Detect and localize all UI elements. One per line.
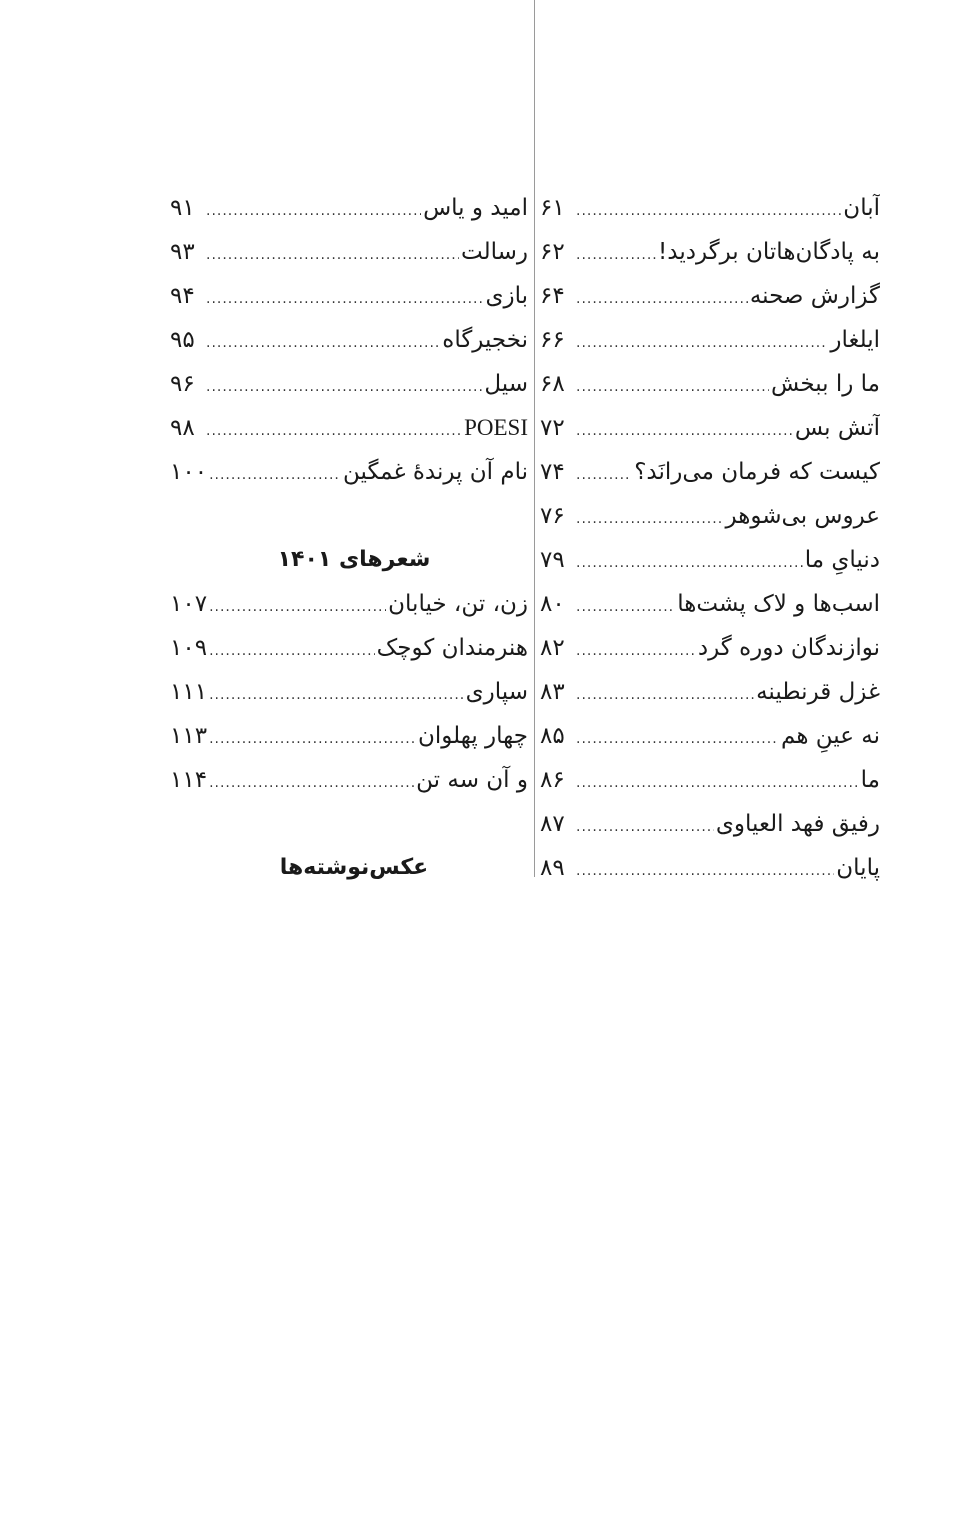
entry-page: ۹۴ [170, 283, 195, 309]
leader-dots [206, 277, 483, 318]
toc-entry[interactable] [170, 582, 528, 626]
entry-page: ۹۶ [170, 371, 195, 397]
entry-page: ۷۲ [540, 415, 565, 441]
entry-page: ۸۵ [540, 723, 565, 749]
leader-dots [576, 497, 724, 538]
section-heading: شعرهای ۱۴۰۱ [277, 547, 431, 572]
entry-page: ۸۲ [540, 635, 565, 661]
column-divider [534, 0, 535, 877]
toc-entry[interactable] [540, 626, 880, 670]
entry-title: امید و یاس [423, 195, 528, 221]
toc-entry[interactable] [540, 802, 880, 846]
leader-dots [576, 761, 859, 802]
toc-entry[interactable] [540, 758, 880, 802]
leader-dots [576, 277, 748, 318]
entry-page: ۸۶ [540, 767, 565, 793]
entry-title: پایان [836, 855, 880, 881]
toc-entry[interactable] [540, 230, 880, 274]
toc-right-column [540, 186, 880, 890]
leader-dots [209, 453, 341, 494]
toc-entry[interactable] [540, 670, 880, 714]
entry-page: ۹۵ [170, 327, 195, 353]
leader-dots [206, 233, 459, 274]
entry-title: آتش بس [794, 415, 880, 441]
toc-entry[interactable] [170, 186, 528, 230]
entry-title: و آن سه تن [416, 767, 528, 793]
leader-dots [206, 189, 421, 230]
entry-title: نه عینِ هم [781, 723, 880, 749]
entry-title: دنیایِ ما [804, 547, 880, 573]
leader-dots [206, 365, 482, 406]
entry-page: ۱۱۳ [170, 723, 208, 749]
entry-title: آبان [843, 195, 880, 221]
leader-dots [576, 409, 793, 450]
entry-page: ۹۱ [170, 195, 195, 221]
leader-dots [209, 717, 416, 758]
leader-dots [576, 585, 675, 626]
entry-title: زن، تن، خیابان [388, 591, 528, 617]
entry-page: ۶۸ [540, 371, 565, 397]
leader-dots [576, 673, 754, 714]
toc-entry[interactable] [170, 274, 528, 318]
leader-dots [209, 673, 464, 714]
toc-entry[interactable] [540, 450, 880, 494]
leader-dots [576, 541, 803, 582]
spacer [170, 494, 528, 538]
section-heading: عکس‌نوشته‌ها [279, 855, 429, 880]
entry-page: ۸۳ [540, 679, 565, 705]
entry-title: اسب‌ها و لاک پشت‌ها [677, 591, 880, 617]
leader-dots [576, 233, 656, 274]
toc-entry[interactable] [540, 494, 880, 538]
entry-title: هنرمندان کوچک [376, 635, 528, 661]
spacer [170, 802, 528, 846]
entry-page: ۷۹ [540, 547, 565, 573]
entry-page: ۸۷ [540, 811, 565, 837]
entry-page: ۶۶ [540, 327, 565, 353]
entry-page: ۱۰۹ [170, 635, 208, 661]
toc-entry[interactable] [170, 406, 528, 450]
entry-title: نام آن پرندهٔ غمگین [343, 459, 528, 485]
entry-title: گزارش صحنه [749, 283, 880, 309]
toc-entry[interactable] [540, 846, 880, 890]
entry-page: ۷۴ [540, 459, 565, 485]
toc-entry[interactable] [540, 186, 880, 230]
toc-entry[interactable] [170, 450, 528, 494]
toc-left-column [170, 186, 528, 890]
leader-dots [576, 805, 714, 846]
entry-title: چهار پهلوان [417, 723, 528, 749]
toc-entry[interactable] [540, 714, 880, 758]
entry-page: ۸۰ [540, 591, 565, 617]
leader-dots [209, 629, 375, 670]
leader-dots [576, 453, 632, 494]
toc-entry[interactable] [540, 362, 880, 406]
toc-entry[interactable] [540, 274, 880, 318]
leader-dots [576, 629, 696, 670]
entry-title: بازی [485, 283, 528, 309]
leader-dots [209, 585, 386, 626]
entry-title: نوازندگان دوره گرد [697, 635, 880, 661]
entry-page: ۱۰۰ [170, 459, 208, 485]
entry-page: ۶۴ [540, 283, 565, 309]
entry-title: POESI [464, 415, 528, 440]
entry-page: ۹۸ [170, 415, 195, 441]
toc-entry[interactable] [170, 670, 528, 714]
toc-entry[interactable] [170, 362, 528, 406]
entry-title: کیست که فرمان می‌رانَد؟ [634, 459, 880, 485]
leader-dots [206, 409, 462, 450]
entry-page: ۱۱۴ [170, 767, 208, 793]
leader-dots [209, 761, 414, 802]
entry-title: به پادگان‌هاتان برگردید! [658, 239, 880, 265]
entry-page: ۸۹ [540, 855, 565, 881]
toc-entry[interactable] [540, 582, 880, 626]
entry-title: ایلغار [830, 327, 880, 353]
entry-title: رسالت [461, 239, 528, 265]
toc-entry[interactable] [540, 406, 880, 450]
entry-title: ما را ببخش [771, 371, 880, 397]
entry-title: نخجیرگاه [442, 327, 528, 353]
entry-page: ۶۱ [540, 195, 565, 221]
leader-dots [576, 321, 828, 362]
entry-page: ۶۲ [540, 239, 565, 265]
toc-entry[interactable] [170, 758, 528, 802]
entry-title: عروس بی‌شوهر [725, 503, 880, 529]
entry-title: غزل قرنطینه [756, 679, 880, 705]
toc-entry[interactable] [540, 538, 880, 582]
leader-dots [576, 849, 834, 890]
entry-title: ما [860, 767, 880, 793]
leader-dots [576, 365, 769, 406]
toc-entry[interactable] [170, 714, 528, 758]
entry-title: رفیق فهد العیاوی [715, 811, 880, 837]
entry-title: سیل [484, 371, 528, 397]
entry-page: ۷۶ [540, 503, 565, 529]
leader-dots [576, 189, 841, 230]
toc-entry[interactable] [170, 230, 528, 274]
leader-dots [576, 717, 779, 758]
toc-entry[interactable] [170, 626, 528, 670]
entry-page: ۱۱۱ [170, 679, 208, 705]
toc-entry[interactable] [170, 318, 528, 362]
entry-page: ۱۰۷ [170, 591, 208, 617]
entry-title: سپاری [465, 679, 528, 705]
entry-page: ۹۳ [170, 239, 195, 265]
toc-entry[interactable] [540, 318, 880, 362]
leader-dots [206, 321, 440, 362]
